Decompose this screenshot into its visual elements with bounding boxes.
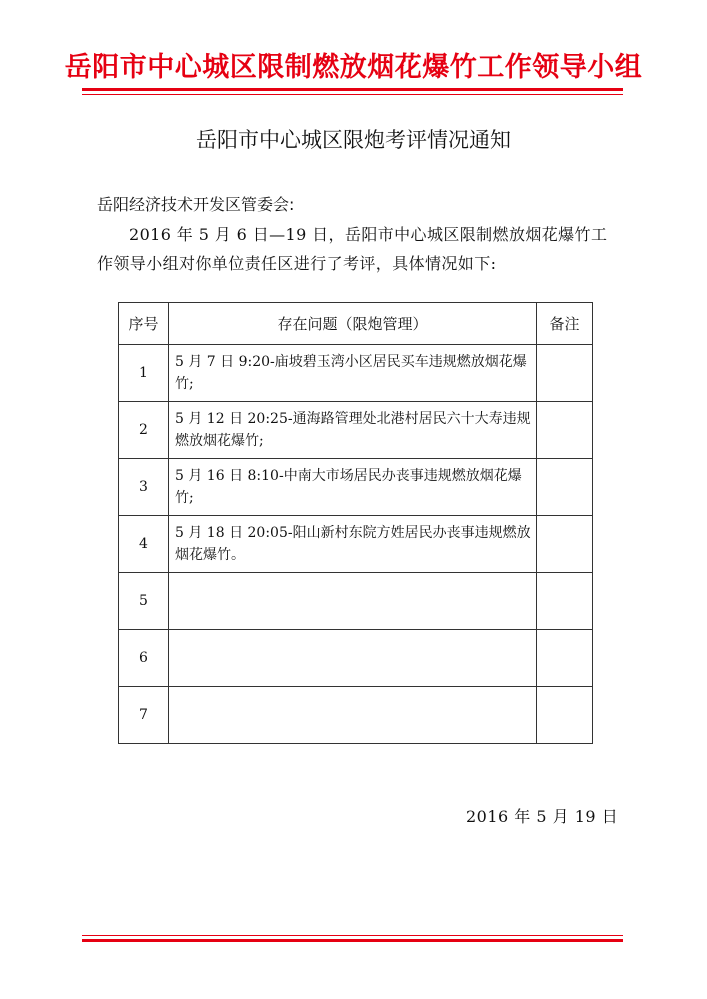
issue-date: 2016 年 5 月 19 日 bbox=[466, 807, 619, 826]
table-row bbox=[119, 345, 593, 402]
row-note bbox=[537, 573, 593, 630]
header-divider-thin bbox=[82, 94, 623, 95]
issues-table bbox=[118, 302, 593, 744]
row-note bbox=[537, 516, 593, 573]
table-row bbox=[119, 687, 593, 744]
table-row bbox=[119, 573, 593, 630]
header-note: 备注 bbox=[537, 303, 593, 345]
row-note bbox=[537, 630, 593, 687]
header-issue: 存在问题（限炮管理） bbox=[169, 303, 537, 345]
footer-divider-thin bbox=[82, 935, 623, 936]
row-issue bbox=[169, 687, 537, 744]
row-serial-number: 3 bbox=[119, 459, 169, 516]
row-serial-number: 5 bbox=[119, 573, 169, 630]
body-paragraph: 2016 年 5 月 6 日—19 日，岳阳市中心城区限制燃放烟花爆竹工作领导小组对你单位责任区进行了考评，具体情况如下: bbox=[97, 225, 608, 273]
row-serial-number: 4 bbox=[119, 516, 169, 573]
table-row bbox=[119, 630, 593, 687]
row-issue: 5 月 7 日 9:20-庙坡碧玉湾小区居民买车违规燃放烟花爆竹; bbox=[169, 345, 537, 402]
table-row bbox=[119, 402, 593, 459]
row-issue: 5 月 16 日 8:10-中南大市场居民办丧事违规燃放烟花爆竹; bbox=[169, 459, 537, 516]
header-divider-thick bbox=[82, 88, 623, 91]
header-serial-number: 序号 bbox=[119, 303, 169, 345]
table-row bbox=[119, 516, 593, 573]
row-issue bbox=[169, 630, 537, 687]
row-issue: 5 月 12 日 20:25-通海路管理处北港村居民六十大寿违规燃放烟花爆竹; bbox=[169, 402, 537, 459]
row-issue bbox=[169, 573, 537, 630]
recipient-line: 岳阳经济技术开发区管委会: bbox=[97, 195, 295, 214]
row-serial-number: 2 bbox=[119, 402, 169, 459]
row-serial-number: 7 bbox=[119, 687, 169, 744]
row-issue: 5 月 18 日 20:05-阳山新村东院方姓居民办丧事违规燃放烟花爆竹。 bbox=[169, 516, 537, 573]
document-title: 岳阳市中心城区限炮考评情况通知 bbox=[196, 128, 511, 152]
table-row bbox=[119, 459, 593, 516]
row-note bbox=[537, 687, 593, 744]
row-note bbox=[537, 459, 593, 516]
table-header-row bbox=[119, 303, 593, 345]
org-header-title: 岳阳市中心城区限制燃放烟花爆竹工作领导小组 bbox=[64, 52, 643, 83]
row-note bbox=[537, 345, 593, 402]
row-serial-number: 6 bbox=[119, 630, 169, 687]
row-note bbox=[537, 402, 593, 459]
row-serial-number: 1 bbox=[119, 345, 169, 402]
footer-divider-thick bbox=[82, 939, 623, 942]
